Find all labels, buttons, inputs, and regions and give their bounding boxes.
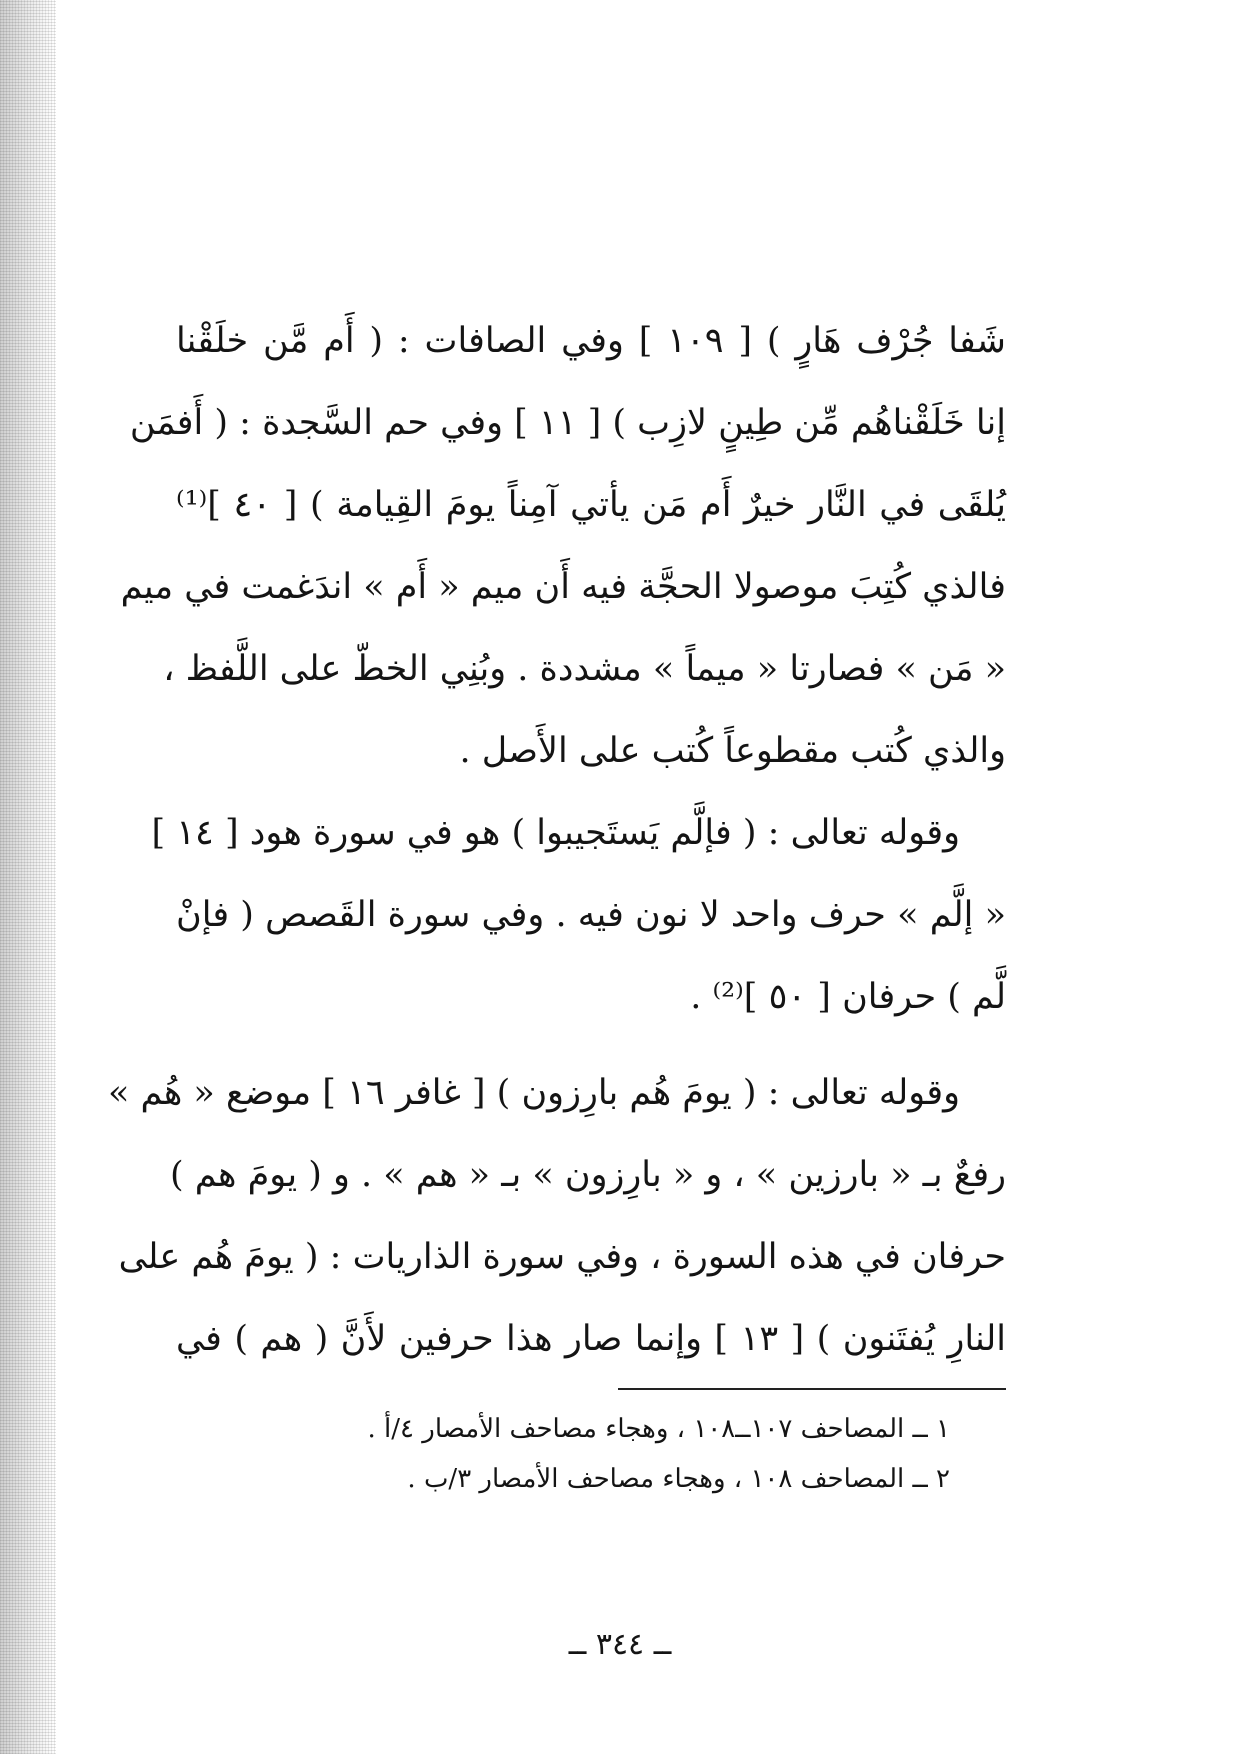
footnotes (300, 1404, 950, 1504)
text-line: رفعٌ بـ « بارزين » ، و « بارِزون » بـ « هم » . و ( يومَ هم ) (169, 1155, 1006, 1195)
paragraph-gap (176, 1038, 1006, 1052)
text-line: لَّم ) حرفان [ ٥٠ ]⁽²⁾ . (690, 977, 1006, 1017)
page-number: ــ ٣٤٤ ــ (568, 1627, 672, 1662)
text-line: والذي كُتب مقطوعاً كُتب على الأَصل . (459, 731, 1006, 771)
main-text (107, 300, 1006, 1380)
footnote-2: ٢ ــ المصاحف ١٠٨ ، وهجاء مصاحف الأمصار ٣/ب . (407, 1464, 950, 1494)
text-line: شَفا جُرْف هَارٍ ) [ ١٠٩ ] وفي الصافات : ( أَم مَّن خلَقْنا (176, 321, 1006, 361)
text-line: إنا خَلَقْناهُم مِّن طِينٍ لازِب ) [ ١١ ] وفي حم السَّجدة : ( أَفمَن (129, 403, 1006, 443)
text-line: « إلَّم » حرف واحد لا نون فيه . وفي سورة القَصص ( فإنْ (176, 895, 1006, 935)
text-line: النارِ يُفتَنون ) [ ١٣ ] وإنما صار هذا حرفين لأَنَّ ( هم ) في (176, 1319, 1006, 1359)
footnote-1: ١ ــ المصاحف ١٠٧ــ١٠٨ ، وهجاء مصاحف الأمصار ٤/أ . (367, 1414, 950, 1444)
footnote-separator (618, 1388, 1006, 1390)
text-line: حرفان في هذه السورة ، وفي سورة الذاريات : ( يومَ هُم على (118, 1237, 1006, 1277)
text-line: فالذي كُتِبَ موصولا الحجَّة فيه أَن ميم « أَم » اندَغمت في ميم (120, 567, 1006, 607)
paragraph-start-line: وقوله تعالى : ( فإلَّم يَستَجيبوا ) هو في سورة هود [ ١٤ ] (151, 813, 960, 853)
text-line: « مَن » فصارتا « ميماً » مشددة . وبُنِي الخطّ على اللَّفظ ، (163, 649, 1006, 689)
paragraph-start-line: وقوله تعالى : ( يومَ هُم بارِزون ) [ غافر ١٦ ] موضع « هُم » (107, 1073, 960, 1113)
text-line: يُلقَى في النَّار خيرٌ أَم مَن يأتي آمِناً يومَ القِيامة ) [ ٤٠ ]⁽¹⁾ (176, 485, 1006, 525)
